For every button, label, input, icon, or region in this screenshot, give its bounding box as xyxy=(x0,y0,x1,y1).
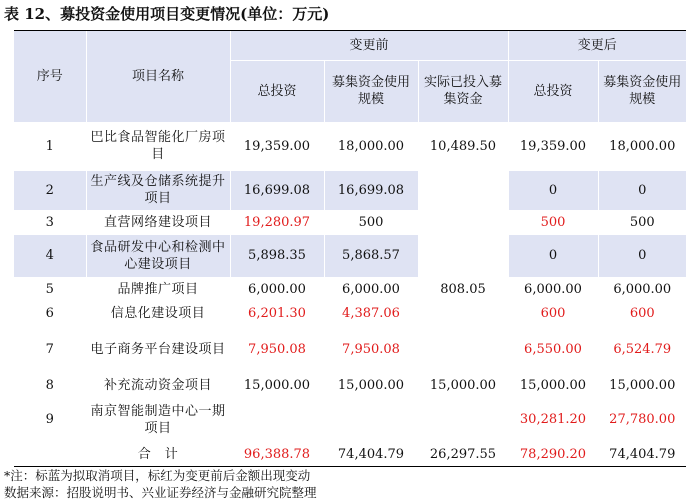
table-row xyxy=(14,234,686,277)
after-total-cell: 500 xyxy=(508,210,598,234)
table-row xyxy=(14,301,686,325)
after-total-cell: 0 xyxy=(508,170,598,210)
before-raised-cell: 5,868.57 xyxy=(324,234,418,277)
before-total-cell: 96,388.78 xyxy=(230,442,324,466)
actual-invested-cell xyxy=(418,210,508,234)
source-note: 数据来源：招股说明书、兴业证券经济与金融研究院整理 xyxy=(4,485,317,500)
header-before-group: 变更前 xyxy=(230,31,508,60)
seq-cell: 2 xyxy=(14,170,86,210)
before-raised-cell: 15,000.00 xyxy=(324,373,418,397)
total-row xyxy=(14,442,686,466)
before-total-cell: 5,898.35 xyxy=(230,234,324,277)
table-row xyxy=(14,170,686,210)
after-raised-cell: 600 xyxy=(598,301,686,325)
table-row xyxy=(14,210,686,234)
seq-cell: 6 xyxy=(14,301,86,325)
before-total-cell: 19,280.97 xyxy=(230,210,324,234)
table-title: 表 12、募投资金使用项目变更情况(单位：万元) xyxy=(4,5,330,23)
before-total-cell: 6,000.00 xyxy=(230,277,324,301)
project-name-cell: 信息化建设项目 xyxy=(86,301,230,325)
before-raised-cell: 500 xyxy=(324,210,418,234)
after-total-cell: 600 xyxy=(508,301,598,325)
table-row xyxy=(14,277,686,301)
actual-invested-cell: 15,000.00 xyxy=(418,373,508,397)
actual-invested-cell xyxy=(418,234,508,277)
header-seq: 序号 xyxy=(14,31,86,122)
before-total-cell: 19,359.00 xyxy=(230,122,324,170)
project-name-cell: 生产线及仓储系统提升项目 xyxy=(86,170,230,210)
header-before-total: 总投资 xyxy=(230,60,324,122)
seq-cell: 9 xyxy=(14,397,86,442)
after-total-cell: 6,000.00 xyxy=(508,277,598,301)
table-row xyxy=(14,325,686,373)
after-raised-cell: 18,000.00 xyxy=(598,122,686,170)
before-raised-cell: 16,699.08 xyxy=(324,170,418,210)
header-project-name: 项目名称 xyxy=(86,31,230,122)
project-name-cell: 巴比食品智能化厂房项目 xyxy=(86,122,230,170)
header-after-group: 变更后 xyxy=(508,31,686,60)
after-raised-cell: 0 xyxy=(598,234,686,277)
before-raised-cell: 74,404.79 xyxy=(324,442,418,466)
before-raised-cell xyxy=(324,397,418,442)
after-total-cell: 15,000.00 xyxy=(508,373,598,397)
seq-cell xyxy=(14,442,86,466)
fund-usage-table xyxy=(14,31,686,467)
seq-cell: 7 xyxy=(14,325,86,373)
after-total-cell: 19,359.00 xyxy=(508,122,598,170)
after-raised-cell: 6,000.00 xyxy=(598,277,686,301)
actual-invested-cell: 10,489.50 xyxy=(418,122,508,170)
actual-invested-cell xyxy=(418,170,508,210)
seq-cell: 5 xyxy=(14,277,86,301)
after-raised-cell: 15,000.00 xyxy=(598,373,686,397)
before-total-cell: 15,000.00 xyxy=(230,373,324,397)
before-total-cell: 16,699.08 xyxy=(230,170,324,210)
footnote: *注：标蓝为拟取消项目，标红为变更前后金额出现变动 xyxy=(4,468,311,483)
before-total-cell: 7,950.08 xyxy=(230,325,324,373)
actual-invested-cell xyxy=(418,325,508,373)
actual-invested-cell: 808.05 xyxy=(418,277,508,301)
actual-invested-cell: 26,297.55 xyxy=(418,442,508,466)
seq-cell: 4 xyxy=(14,234,86,277)
before-total-cell: 6,201.30 xyxy=(230,301,324,325)
table-row xyxy=(14,373,686,397)
after-total-cell: 78,290.20 xyxy=(508,442,598,466)
project-name-cell: 电子商务平台建设项目 xyxy=(86,325,230,373)
seq-cell: 3 xyxy=(14,210,86,234)
header-after-total: 总投资 xyxy=(508,60,598,122)
header-before-raised: 募集资金使用规模 xyxy=(324,60,418,122)
project-name-cell: 南京智能制造中心一期项目 xyxy=(86,397,230,442)
after-total-cell: 0 xyxy=(508,234,598,277)
project-name-cell: 品牌推广项目 xyxy=(86,277,230,301)
bottom-rule xyxy=(14,466,686,467)
before-total-cell xyxy=(230,397,324,442)
project-name-cell: 直营网络建设项目 xyxy=(86,210,230,234)
header-actual-invested: 实际已投入募集资金 xyxy=(418,60,508,122)
after-raised-cell: 0 xyxy=(598,170,686,210)
before-raised-cell: 4,387.06 xyxy=(324,301,418,325)
table-row xyxy=(14,122,686,170)
project-name-cell: 食品研发中心和检测中心建设项目 xyxy=(86,234,230,277)
after-total-cell: 30,281.20 xyxy=(508,397,598,442)
actual-invested-cell xyxy=(418,301,508,325)
after-total-cell: 6,550.00 xyxy=(508,325,598,373)
after-raised-cell: 27,780.00 xyxy=(598,397,686,442)
after-raised-cell: 500 xyxy=(598,210,686,234)
before-raised-cell: 18,000.00 xyxy=(324,122,418,170)
project-name-cell: 补充流动资金项目 xyxy=(86,373,230,397)
before-raised-cell: 7,950.08 xyxy=(324,325,418,373)
after-raised-cell: 6,524.79 xyxy=(598,325,686,373)
after-raised-cell: 74,404.79 xyxy=(598,442,686,466)
actual-invested-cell xyxy=(418,397,508,442)
seq-cell: 8 xyxy=(14,373,86,397)
table-row xyxy=(14,397,686,442)
before-raised-cell: 6,000.00 xyxy=(324,277,418,301)
header-after-raised: 募集资金使用规模 xyxy=(598,60,686,122)
seq-cell: 1 xyxy=(14,122,86,170)
total-label: 合 计 xyxy=(86,442,230,466)
